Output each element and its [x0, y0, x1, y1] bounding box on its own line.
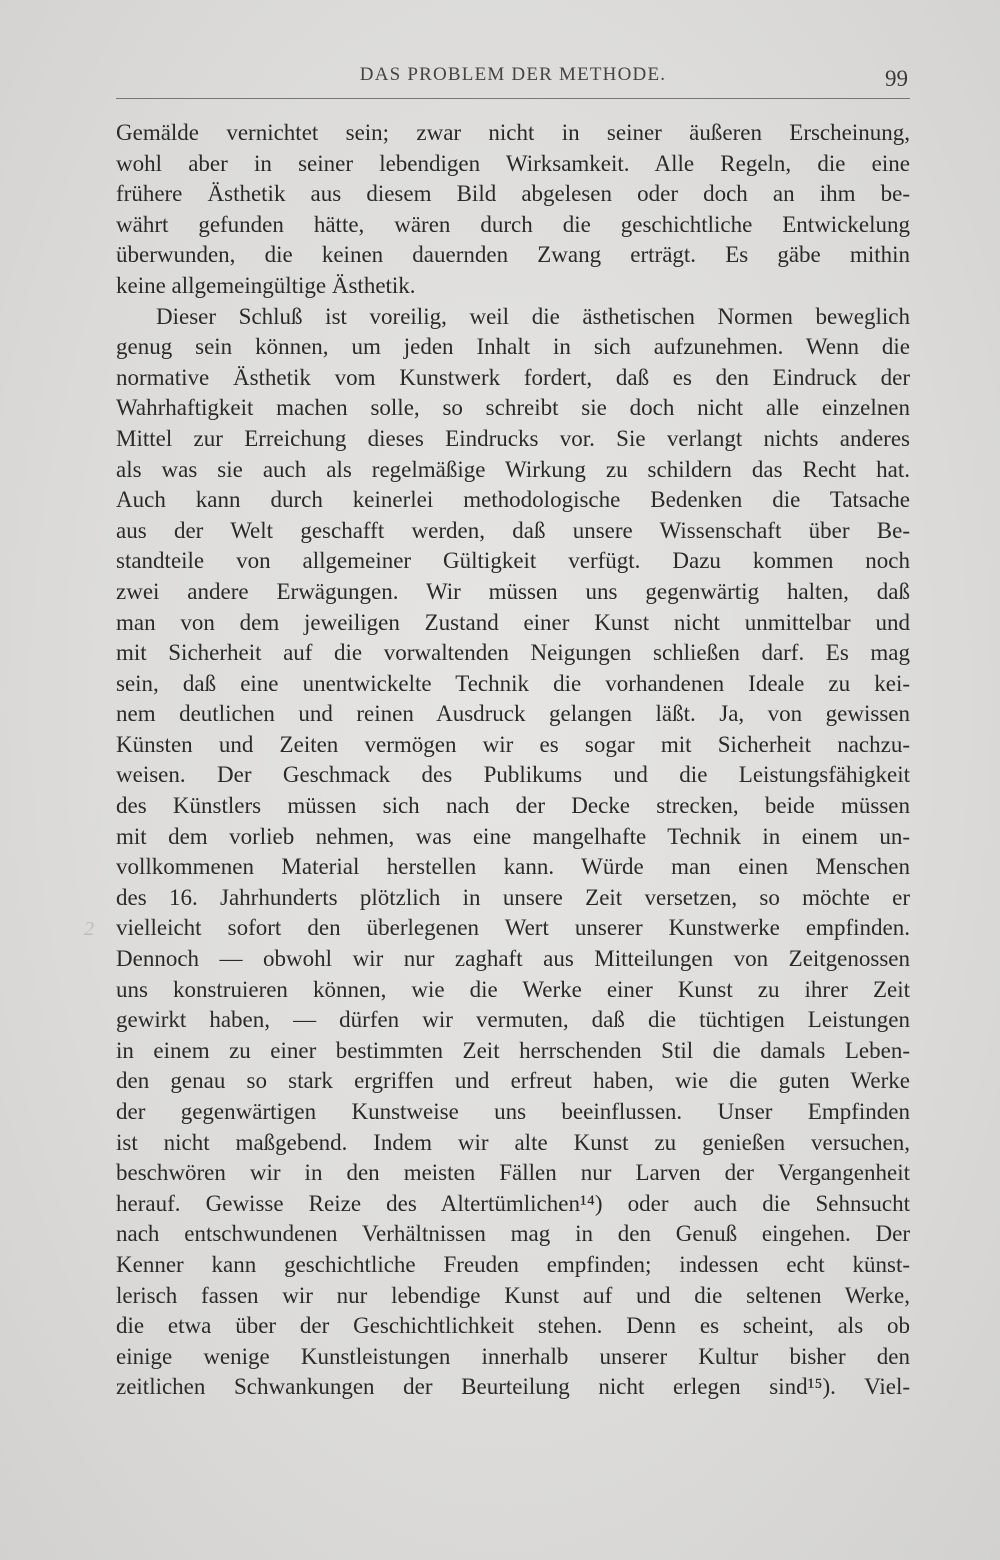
text-line: die etwa über der Geschichtlichkeit stehen. Denn es scheint, als ob	[116, 1313, 910, 1339]
text-line: Auch kann durch keinerlei methodologische Bedenken die Tatsache	[116, 487, 910, 513]
text-line: nem deutlichen und reinen Ausdruck gelangen läßt. Ja, von gewissen	[116, 701, 910, 727]
text-line: währt gefunden hätte, wären durch die geschichtliche Entwickelung	[116, 211, 910, 237]
text-line: uns konstruieren können, wie die Werke einer Kunst zu ihrer Zeit	[116, 976, 910, 1002]
text-line: normative Ästhetik vom Kunstwerk fordert, daß es den Eindruck der	[116, 364, 910, 390]
text-line: weisen. Der Geschmack des Publikums und die Leistungsfähigkeit	[116, 762, 910, 788]
text-line: den genau so stark ergriffen und erfreut haben, wie die guten Werke	[116, 1068, 910, 1094]
text-line: Mittel zur Erreichung dieses Eindrucks vor. Sie verlangt nichts anderes	[116, 425, 910, 451]
text-line: ist nicht maßgebend. Indem wir alte Kunst zu genießen versuchen,	[116, 1129, 910, 1155]
text-line: vollkommenen Material herstellen kann. Würde man einen Menschen	[116, 854, 910, 880]
text-line: lerisch fassen wir nur lebendige Kunst auf und die seltenen Werke,	[116, 1282, 910, 1308]
text-line: des 16. Jahrhunderts plötzlich in unsere Zeit versetzen, so möchte er	[116, 884, 910, 910]
page-number: 99	[885, 66, 908, 91]
text-line: des Künstlers müssen sich nach der Decke strecken, beide müssen	[116, 793, 910, 819]
text-line: zeitlichen Schwankungen der Beurteilung nicht erlegen sind¹⁵). Viel-	[116, 1374, 910, 1400]
paragraph-start-line: Dieser Schluß ist voreilig, weil die ästhetischen Normen beweglich	[156, 303, 910, 329]
text-line: Gemälde vernichtet sein; zwar nicht in seiner äußeren Erscheinung,	[116, 120, 910, 145]
text-line: Wahrhaftigkeit machen solle, so schreibt sie doch nicht alle einzelnen	[116, 395, 910, 421]
text-line: nach entschwundenen Verhältnissen mag in den Genuß eingehen. Der	[116, 1221, 910, 1247]
running-title: DAS PROBLEM DER METHODE.	[359, 64, 667, 85]
text-line: gewirkt haben, — dürfen wir vermuten, daß die tüchtigen Leistungen	[116, 1007, 910, 1033]
text-line: sein, daß eine unentwickelte Technik die vorhandenen Ideale zu kei-	[116, 670, 910, 696]
text-line: genug sein können, um jeden Inhalt in sich aufzunehmen. Wenn die	[116, 334, 910, 360]
text-line: keine allgemeingültige Ästhetik.	[116, 272, 416, 298]
text-line: Künsten und Zeiten vermögen wir es sogar mit Sicherheit nachzu-	[116, 731, 910, 757]
text-line: in einem zu einer bestimmten Zeit herrschenden Stil die damals Leben-	[116, 1037, 910, 1063]
text-line: überwunden, die keinen dauernden Zwang erträgt. Es gäbe mithin	[116, 242, 910, 268]
body-text	[116, 118, 910, 1403]
text-line: wohl aber in seiner lebendigen Wirksamkeit. Alle Regeln, die eine	[116, 150, 910, 176]
text-line: aus der Welt geschafft werden, daß unsere Wissenschaft über Be-	[116, 517, 910, 543]
text-line: herauf. Gewisse Reize des Altertümlichen¹⁴) oder auch die Sehnsucht	[116, 1190, 910, 1216]
text-line: beschwören wir in den meisten Fällen nur Larven der Vergangenheit	[116, 1160, 910, 1186]
text-line: zwei andere Erwägungen. Wir müssen uns gegenwärtig halten, daß	[116, 578, 910, 604]
text-line: einige wenige Kunstleistungen innerhalb unserer Kultur bisher den	[116, 1343, 910, 1369]
text-line: Dennoch — obwohl wir nur zaghaft aus Mitteilungen von Zeitgenossen	[116, 946, 910, 972]
pencil-margin-mark: 2	[84, 918, 94, 940]
text-line: standteile von allgemeiner Gültigkeit verfügt. Dazu kommen noch	[116, 548, 910, 574]
text-line: Kenner kann geschichtliche Freuden empfinden; indessen echt künst-	[116, 1251, 910, 1277]
text-line: als was sie auch als regelmäßige Wirkung zu schildern das Recht hat.	[116, 456, 910, 482]
text-line: mit Sicherheit auf die vorwaltenden Neigungen schließen darf. Es mag	[116, 640, 910, 666]
running-head	[116, 58, 910, 99]
text-line: mit dem vorlieb nehmen, was eine mangelhafte Technik in einem un-	[116, 823, 910, 849]
text-line: man von dem jeweiligen Zustand einer Kunst nicht unmittelbar und	[116, 609, 910, 635]
text-line: vielleicht sofort den überlegenen Wert unserer Kunstwerke empfinden.	[116, 915, 910, 941]
text-line: der gegenwärtigen Kunstweise uns beeinflussen. Unser Empfinden	[116, 1099, 910, 1124]
text-line: frühere Ästhetik aus diesem Bild abgelesen oder doch an ihm be-	[116, 181, 910, 207]
